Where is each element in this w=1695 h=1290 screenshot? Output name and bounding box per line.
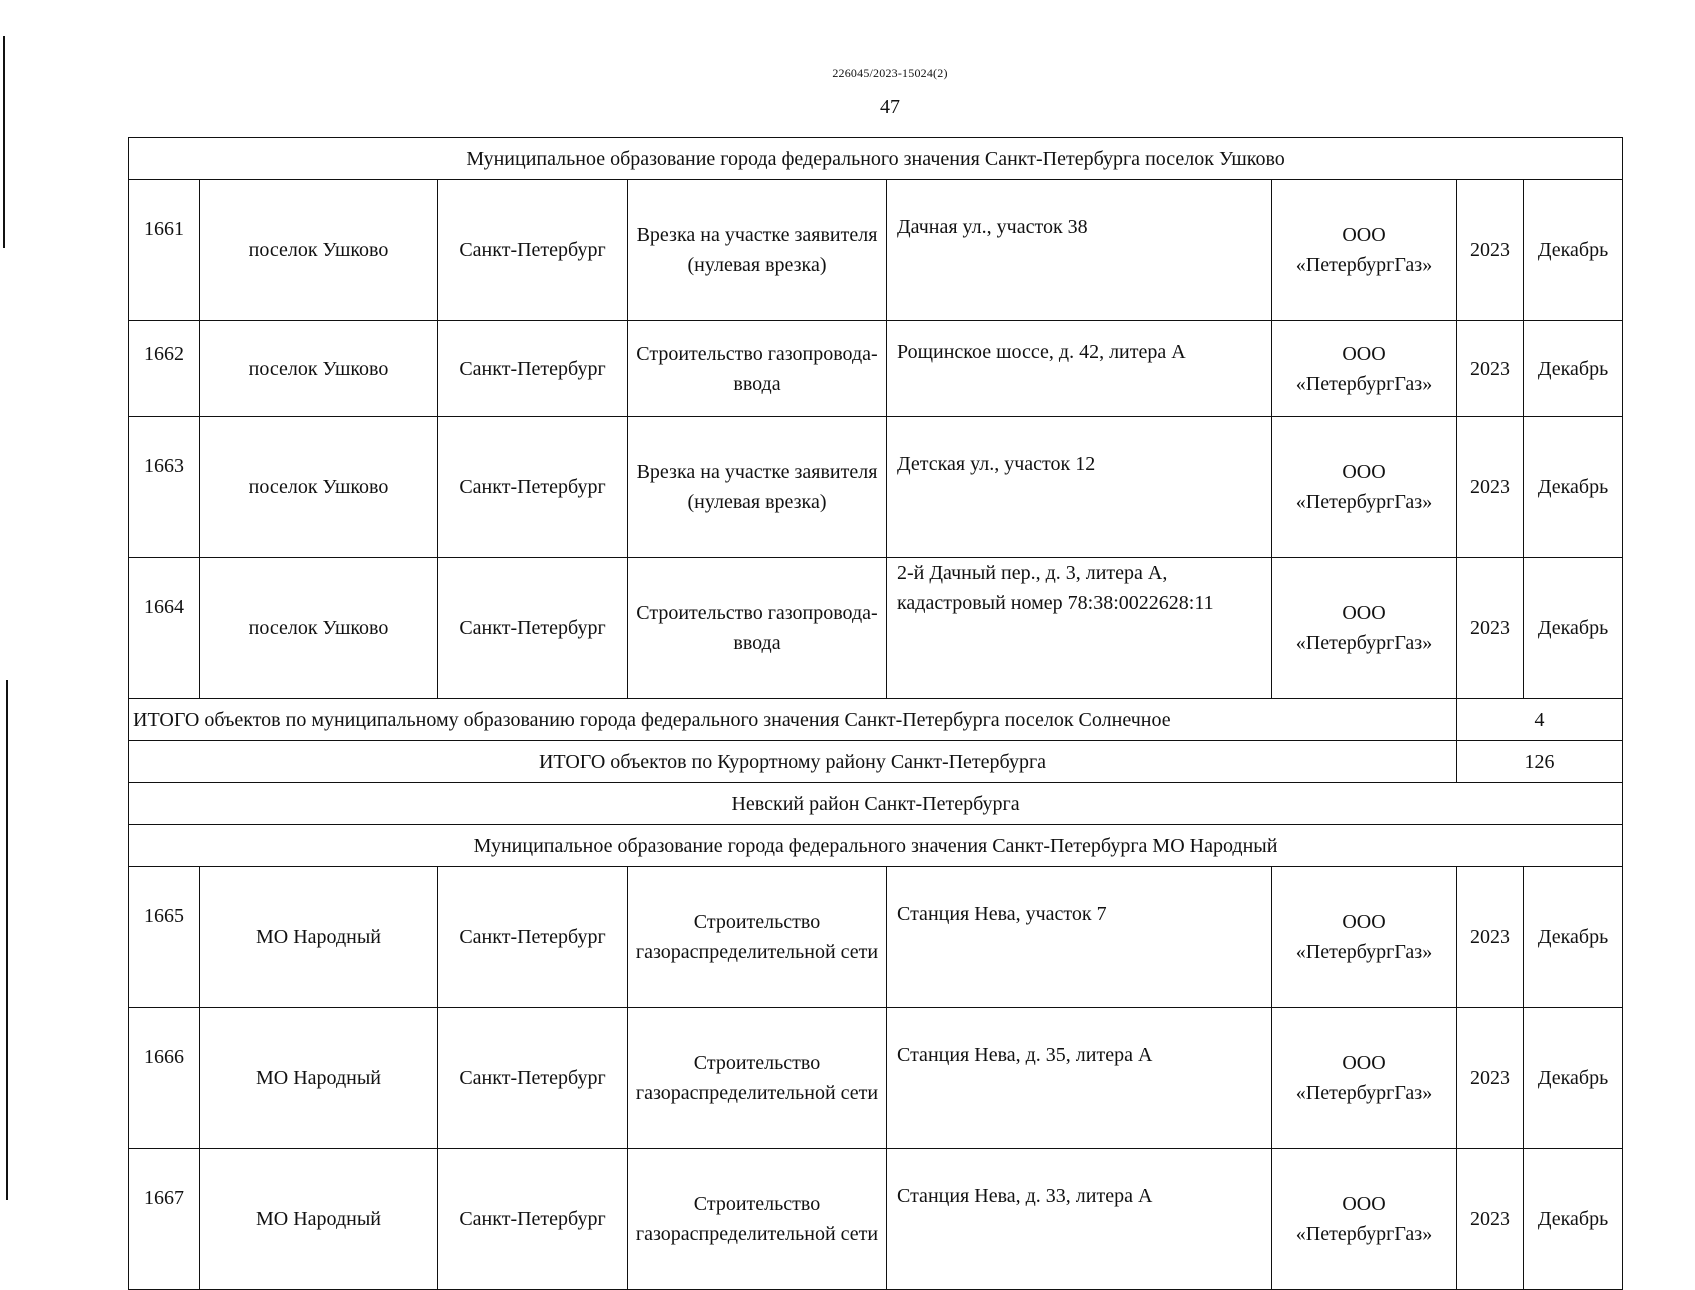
row-number: 1667 [129, 1149, 200, 1290]
settlement-cell: поселок Ушково [200, 321, 438, 417]
scan-margin-line-bottom [6, 680, 8, 1200]
month-cell: Декабрь [1524, 1149, 1623, 1290]
section-header-row [129, 825, 1623, 867]
table-row [129, 1149, 1623, 1290]
month-cell: Декабрь [1524, 321, 1623, 417]
organization-cell: ООО «ПетербургГаз» [1272, 1149, 1457, 1290]
work-type-cell: Строительство газораспределительной сети [628, 867, 887, 1008]
work-type-cell: Строительство газопровода-ввода [628, 558, 887, 699]
settlement-cell: МО Народный [200, 1149, 438, 1290]
organization-cell: ООО «ПетербургГаз» [1272, 180, 1457, 321]
city-cell: Санкт-Петербург [438, 867, 628, 1008]
city-cell: Санкт-Петербург [438, 1008, 628, 1149]
city-cell: Санкт-Петербург [438, 558, 628, 699]
month-cell: Декабрь [1524, 417, 1623, 558]
section-header-row [129, 138, 1623, 180]
organization-cell: ООО «ПетербургГаз» [1272, 867, 1457, 1008]
objects-table [128, 137, 1623, 1290]
month-cell: Декабрь [1524, 180, 1623, 321]
table-row [129, 180, 1623, 321]
total-label-kurortny: ИТОГО объектов по Курортному району Санкт-Петербурга [129, 741, 1457, 783]
organization-cell: ООО «ПетербургГаз» [1272, 558, 1457, 699]
month-cell: Декабрь [1524, 558, 1623, 699]
settlement-cell: МО Народный [200, 1008, 438, 1149]
address-cell: Станция Нева, участок 7 [887, 867, 1272, 1008]
organization-cell: ООО «ПетербургГаз» [1272, 417, 1457, 558]
work-type-cell: Врезка на участке заявителя (нулевая врезка) [628, 417, 887, 558]
settlement-cell: поселок Ушково [200, 558, 438, 699]
total-row [129, 741, 1623, 783]
city-cell: Санкт-Петербург [438, 417, 628, 558]
total-label-ushkovo: ИТОГО объектов по муниципальному образованию города федерального значения Санкт-Петербурга поселок Солнечное [129, 699, 1457, 741]
year-cell: 2023 [1457, 1149, 1524, 1290]
table-row [129, 867, 1623, 1008]
work-type-cell: Строительство газопровода-ввода [628, 321, 887, 417]
year-cell: 2023 [1457, 1008, 1524, 1149]
section-header-row [129, 783, 1623, 825]
section-header-ushkovo: Муниципальное образование города федерального значения Санкт-Петербурга поселок Ушково [129, 138, 1623, 180]
work-type-cell: Строительство газораспределительной сети [628, 1008, 887, 1149]
total-value-kurortny: 126 [1457, 741, 1623, 783]
work-type-cell: Врезка на участке заявителя (нулевая врезка) [628, 180, 887, 321]
city-cell: Санкт-Петербург [438, 180, 628, 321]
work-type-cell: Строительство газораспределительной сети [628, 1149, 887, 1290]
row-number: 1661 [129, 180, 200, 321]
table-row [129, 321, 1623, 417]
year-cell: 2023 [1457, 321, 1524, 417]
year-cell: 2023 [1457, 180, 1524, 321]
address-cell: 2-й Дачный пер., д. 3, литера А, кадастровый номер 78:38:0022628:11 [887, 558, 1272, 699]
address-cell: Станция Нева, д. 33, литера А [887, 1149, 1272, 1290]
address-cell: Детская ул., участок 12 [887, 417, 1272, 558]
year-cell: 2023 [1457, 558, 1524, 699]
row-number: 1663 [129, 417, 200, 558]
table-row [129, 1008, 1623, 1149]
address-cell: Дачная ул., участок 38 [887, 180, 1272, 321]
row-number: 1665 [129, 867, 200, 1008]
city-cell: Санкт-Петербург [438, 1149, 628, 1290]
total-row [129, 699, 1623, 741]
document-code: 226045/2023-15024(2) [832, 66, 948, 80]
page-number: 47 [880, 96, 900, 118]
settlement-cell: МО Народный [200, 867, 438, 1008]
total-value-ushkovo: 4 [1457, 699, 1623, 741]
organization-cell: ООО «ПетербургГаз» [1272, 321, 1457, 417]
table-row [129, 417, 1623, 558]
table-row [129, 558, 1623, 699]
year-cell: 2023 [1457, 867, 1524, 1008]
city-cell: Санкт-Петербург [438, 321, 628, 417]
row-number: 1662 [129, 321, 200, 417]
address-cell: Рощинское шоссе, д. 42, литера А [887, 321, 1272, 417]
month-cell: Декабрь [1524, 867, 1623, 1008]
section-header-nevsky: Невский район Санкт-Петербурга [129, 783, 1623, 825]
row-number: 1666 [129, 1008, 200, 1149]
row-number: 1664 [129, 558, 200, 699]
section-header-narodny: Муниципальное образование города федерального значения Санкт-Петербурга МО Народный [129, 825, 1623, 867]
organization-cell: ООО «ПетербургГаз» [1272, 1008, 1457, 1149]
month-cell: Декабрь [1524, 1008, 1623, 1149]
year-cell: 2023 [1457, 417, 1524, 558]
settlement-cell: поселок Ушково [200, 417, 438, 558]
settlement-cell: поселок Ушково [200, 180, 438, 321]
address-cell: Станция Нева, д. 35, литера А [887, 1008, 1272, 1149]
